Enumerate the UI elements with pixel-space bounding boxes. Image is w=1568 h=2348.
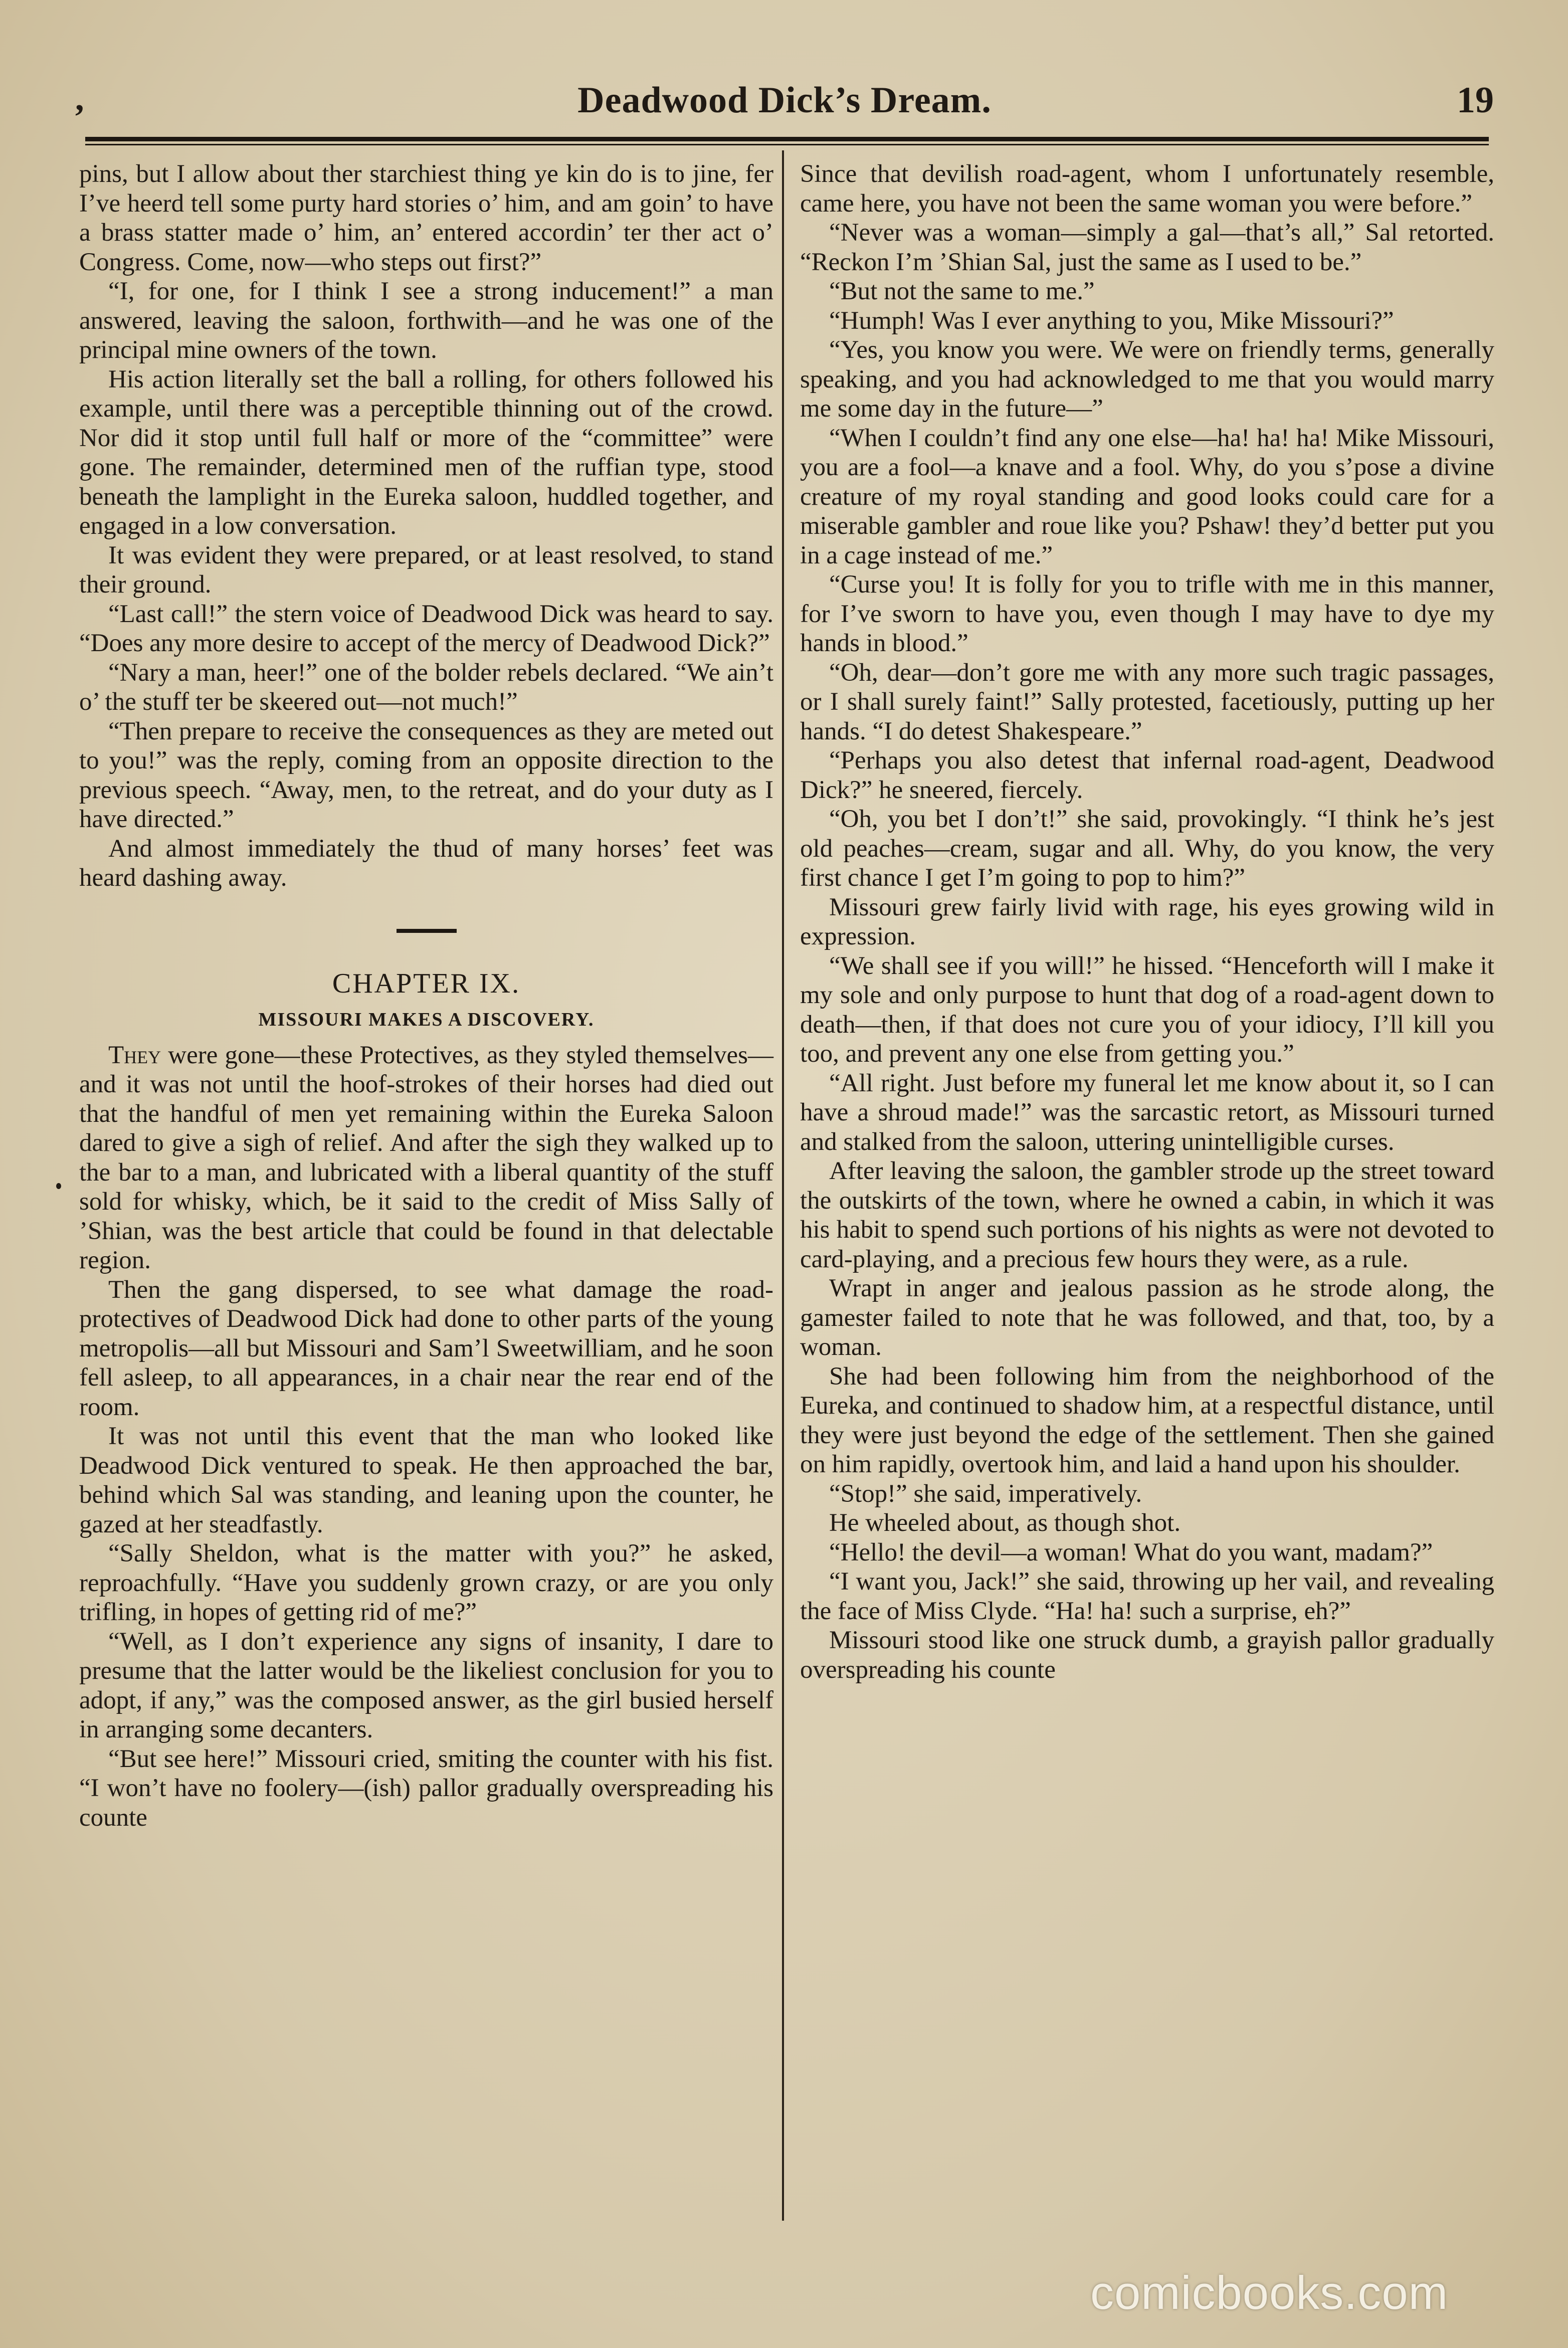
paragraph: “Then prepare to receive the consequences as they are meted out to you!” was the reply, coming from an opposite direction to the previous speech. “Away, men, to the retreat, and do your duty as I have directed.”: [79, 717, 773, 833]
header-rule: [85, 137, 1489, 145]
paragraph: “When I couldn’t find any one else—ha! ha! ha! Mike Missouri, you are a fool—a knave and a fool. Why, do you s’pose a divine creature of my royal standing and good looks could care for a miserable gambler and roue like you? Pshaw! they’d better put you in a cage instead of me.”: [800, 424, 1494, 569]
chapter-opening-paragraph: [79, 1041, 773, 1275]
paragraph: “Perhaps you also detest that infernal road-agent, Deadwood Dick?” he sneered, fiercely.: [800, 746, 1494, 804]
paragraph: Missouri grew fairly livid with rage, his eyes growing wild in expression.: [800, 893, 1494, 950]
paragraph: He wheeled about, as though shot.: [829, 1509, 1181, 1537]
paragraph: It was not until this event that the man who looked like Deadwood Dick ventured to speak. He then approached the bar, behind which Sal was standing, and leaning upon the counter, he gazed at her steadfastly.: [79, 1422, 773, 1538]
paragraph: After leaving the saloon, the gambler strode up the street toward the outskirts of the town, where he owned a cabin, in which it was his habit to spend such portions of his nights as were not devoted to card-playing, and a precious few hours they were, as a rule.: [800, 1157, 1494, 1273]
header-mark: ,: [75, 80, 84, 118]
paragraph: pins, but I allow about ther starchiest thing ye kin do is to jine, fer I’ve heerd tell some purty hard stories o’ him, and am goin’ to have a brass statter made o’ him, an’ entered accordin’ ter ther act o’ Congress. Come, now—who steps out first?”: [79, 160, 773, 276]
paragraph: “I, for one, for I think I see a strong inducement!” a man answered, leaving the saloon, forthwith—and he was one of the principal mine owners of the town.: [79, 277, 773, 364]
running-title: Deadwood Dick’s Dream.: [577, 80, 992, 121]
paragraph: “Curse you! It is folly for you to trifle with me in this manner, for I’ve sworn to have you, even though I may have to dye my hands in blood.”: [800, 570, 1494, 657]
paragraph: His action literally set the ball a rolling, for others followed his example, until there was a perceptible thinning out of the crowd. Nor did it stop until full half or more of the “committee” were gone. The remainder, determined men of the ruffian type, stood beneath the lamplight in the Eureka saloon, huddled together, and engaged in a low conversation.: [79, 365, 773, 540]
paragraph: Missouri stood like one struck dumb, a grayish pallor gradually overspreading his counte: [800, 1626, 1494, 1684]
paragraph: “But see here!” Missouri cried, smiting the counter with his fist. “I won’t have no foolery—(ish) pallor gradually overspreading his counte: [79, 1744, 773, 1832]
left-column: [79, 159, 773, 1832]
ink-speck: [56, 1183, 61, 1189]
paragraph: “Sally Sheldon, what is the matter with you?” he asked, reproachfully. “Have you suddenly grown crazy, or are you only trifling, in hopes of getting rid of me?”: [79, 1539, 773, 1626]
paragraph: It was evident they were prepared, or at least resolved, to stand their ground.: [79, 541, 773, 599]
paragraph: “Oh, dear—don’t gore me with any more such tragic passages, or I shall surely faint!” Sally protested, facetiously, putting up her hands. “I do detest Shakespeare.”: [800, 658, 1494, 745]
right-column: [800, 159, 1494, 1684]
chapter-lead-word: They: [108, 1041, 161, 1069]
paragraph: Then the gang dispersed, to see what damage the road-protectives of Deadwood Dick had done to other parts of the young metropolis—all but Missouri and Sam’l Sweetwilliam, and he soon fell asleep, to all appearances, in a chair near the rear end of the room.: [79, 1275, 773, 1421]
source-watermark: comicbooks.com: [1090, 2266, 1448, 2319]
paragraph: She had been following him from the neighborhood of the Eureka, and continued to shadow him, at a respectful distance, until they were just beyond the edge of the settlement. Then she gained on him rapidly, overtook him, and laid a hand upon his shoulder.: [800, 1362, 1494, 1478]
chapter-title: MISSOURI MAKES A DISCOVERY.: [258, 1009, 595, 1030]
paragraph: “All right. Just before my funeral let me know about it, so I can have a shroud made!” was the sarcastic retort, as Missouri turned and stalked from the saloon, uttering unintelligible curses.: [800, 1069, 1494, 1156]
paragraph: Since that devilish road-agent, whom I unfortunately resemble, came here, you have not been the same woman you were before.”: [800, 160, 1494, 218]
paragraph: “Nary a man, heer!” one of the bolder rebels declared. “We ain’t o’ the stuff ter be skeered out—not much!”: [79, 658, 773, 716]
column-divider: [782, 150, 784, 2221]
chapter-heading: CHAPTER IX.: [332, 967, 521, 999]
paragraph: “Humph! Was I ever anything to you, Mike Missouri?”: [829, 306, 1394, 335]
paragraph: And almost immediately the thud of many horses’ feet was heard dashing away.: [79, 834, 773, 892]
paragraph: “Never was a woman—simply a gal—that’s all,” Sal retorted. “Reckon I’m ’Shian Sal, just the same as I used to be.”: [800, 219, 1494, 276]
page-number: 19: [1457, 80, 1494, 121]
page-header: [75, 79, 1494, 134]
section-divider: [397, 929, 457, 933]
paragraph: “Yes, you know you were. We were on friendly terms, generally speaking, and you had acknowledged to me that you would marry me some day in the future—”: [800, 336, 1494, 423]
chapter-opening-text: were gone—these Protectives, as they styled themselves—and it was not until the hoof-strokes of their horses had died out that the handful of men yet remaining within the Eureka Saloon dared to give a sigh of relief. And after the sigh they walked up to the bar to a man, and lubricated with a liberal quantity of the stuff sold for whisky, which, be it said to the credit of Miss Sally of ’Shian, was the best article that could be found in that delectable region.: [79, 1041, 773, 1274]
paragraph: “Well, as I don’t experience any signs of insanity, I dare to presume that the latter would be the likeliest conclusion for you to adopt, if any,” was the composed answer, as the girl busied herself in arranging some decanters.: [79, 1627, 773, 1743]
paragraph: “Stop!” she said, imperatively.: [829, 1479, 1142, 1508]
paragraph: Wrapt in anger and jealous passion as he strode along, the gamester failed to note that he was followed, and that, too, by a woman.: [800, 1274, 1494, 1361]
paragraph: “We shall see if you will!” he hissed. “Henceforth will I make it my sole and only purpose to hunt that dog of a road-agent down to death—then, if that does not cure you of your idiocy, I’ll kill you too, and prevent any one else from getting you.”: [800, 951, 1494, 1068]
paragraph: “But not the same to me.”: [829, 277, 1095, 305]
paragraph: “Last call!” the stern voice of Deadwood Dick was heard to say. “Does any more desire to accept of the mercy of Deadwood Dick?”: [79, 600, 773, 657]
paragraph: “I want you, Jack!” she said, throwing up her vail, and revealing the face of Miss Clyde. “Ha! ha! such a surprise, eh?”: [800, 1568, 1494, 1625]
paragraph: “Oh, you bet I don’t!” she said, provokingly. “I think he’s jest old peaches—cream, sugar and all. Why, do you know, the very first chance I get I’m going to pop to him?”: [800, 805, 1494, 892]
paragraph: “Hello! the devil—a woman! What do you want, madam?”: [829, 1538, 1433, 1567]
